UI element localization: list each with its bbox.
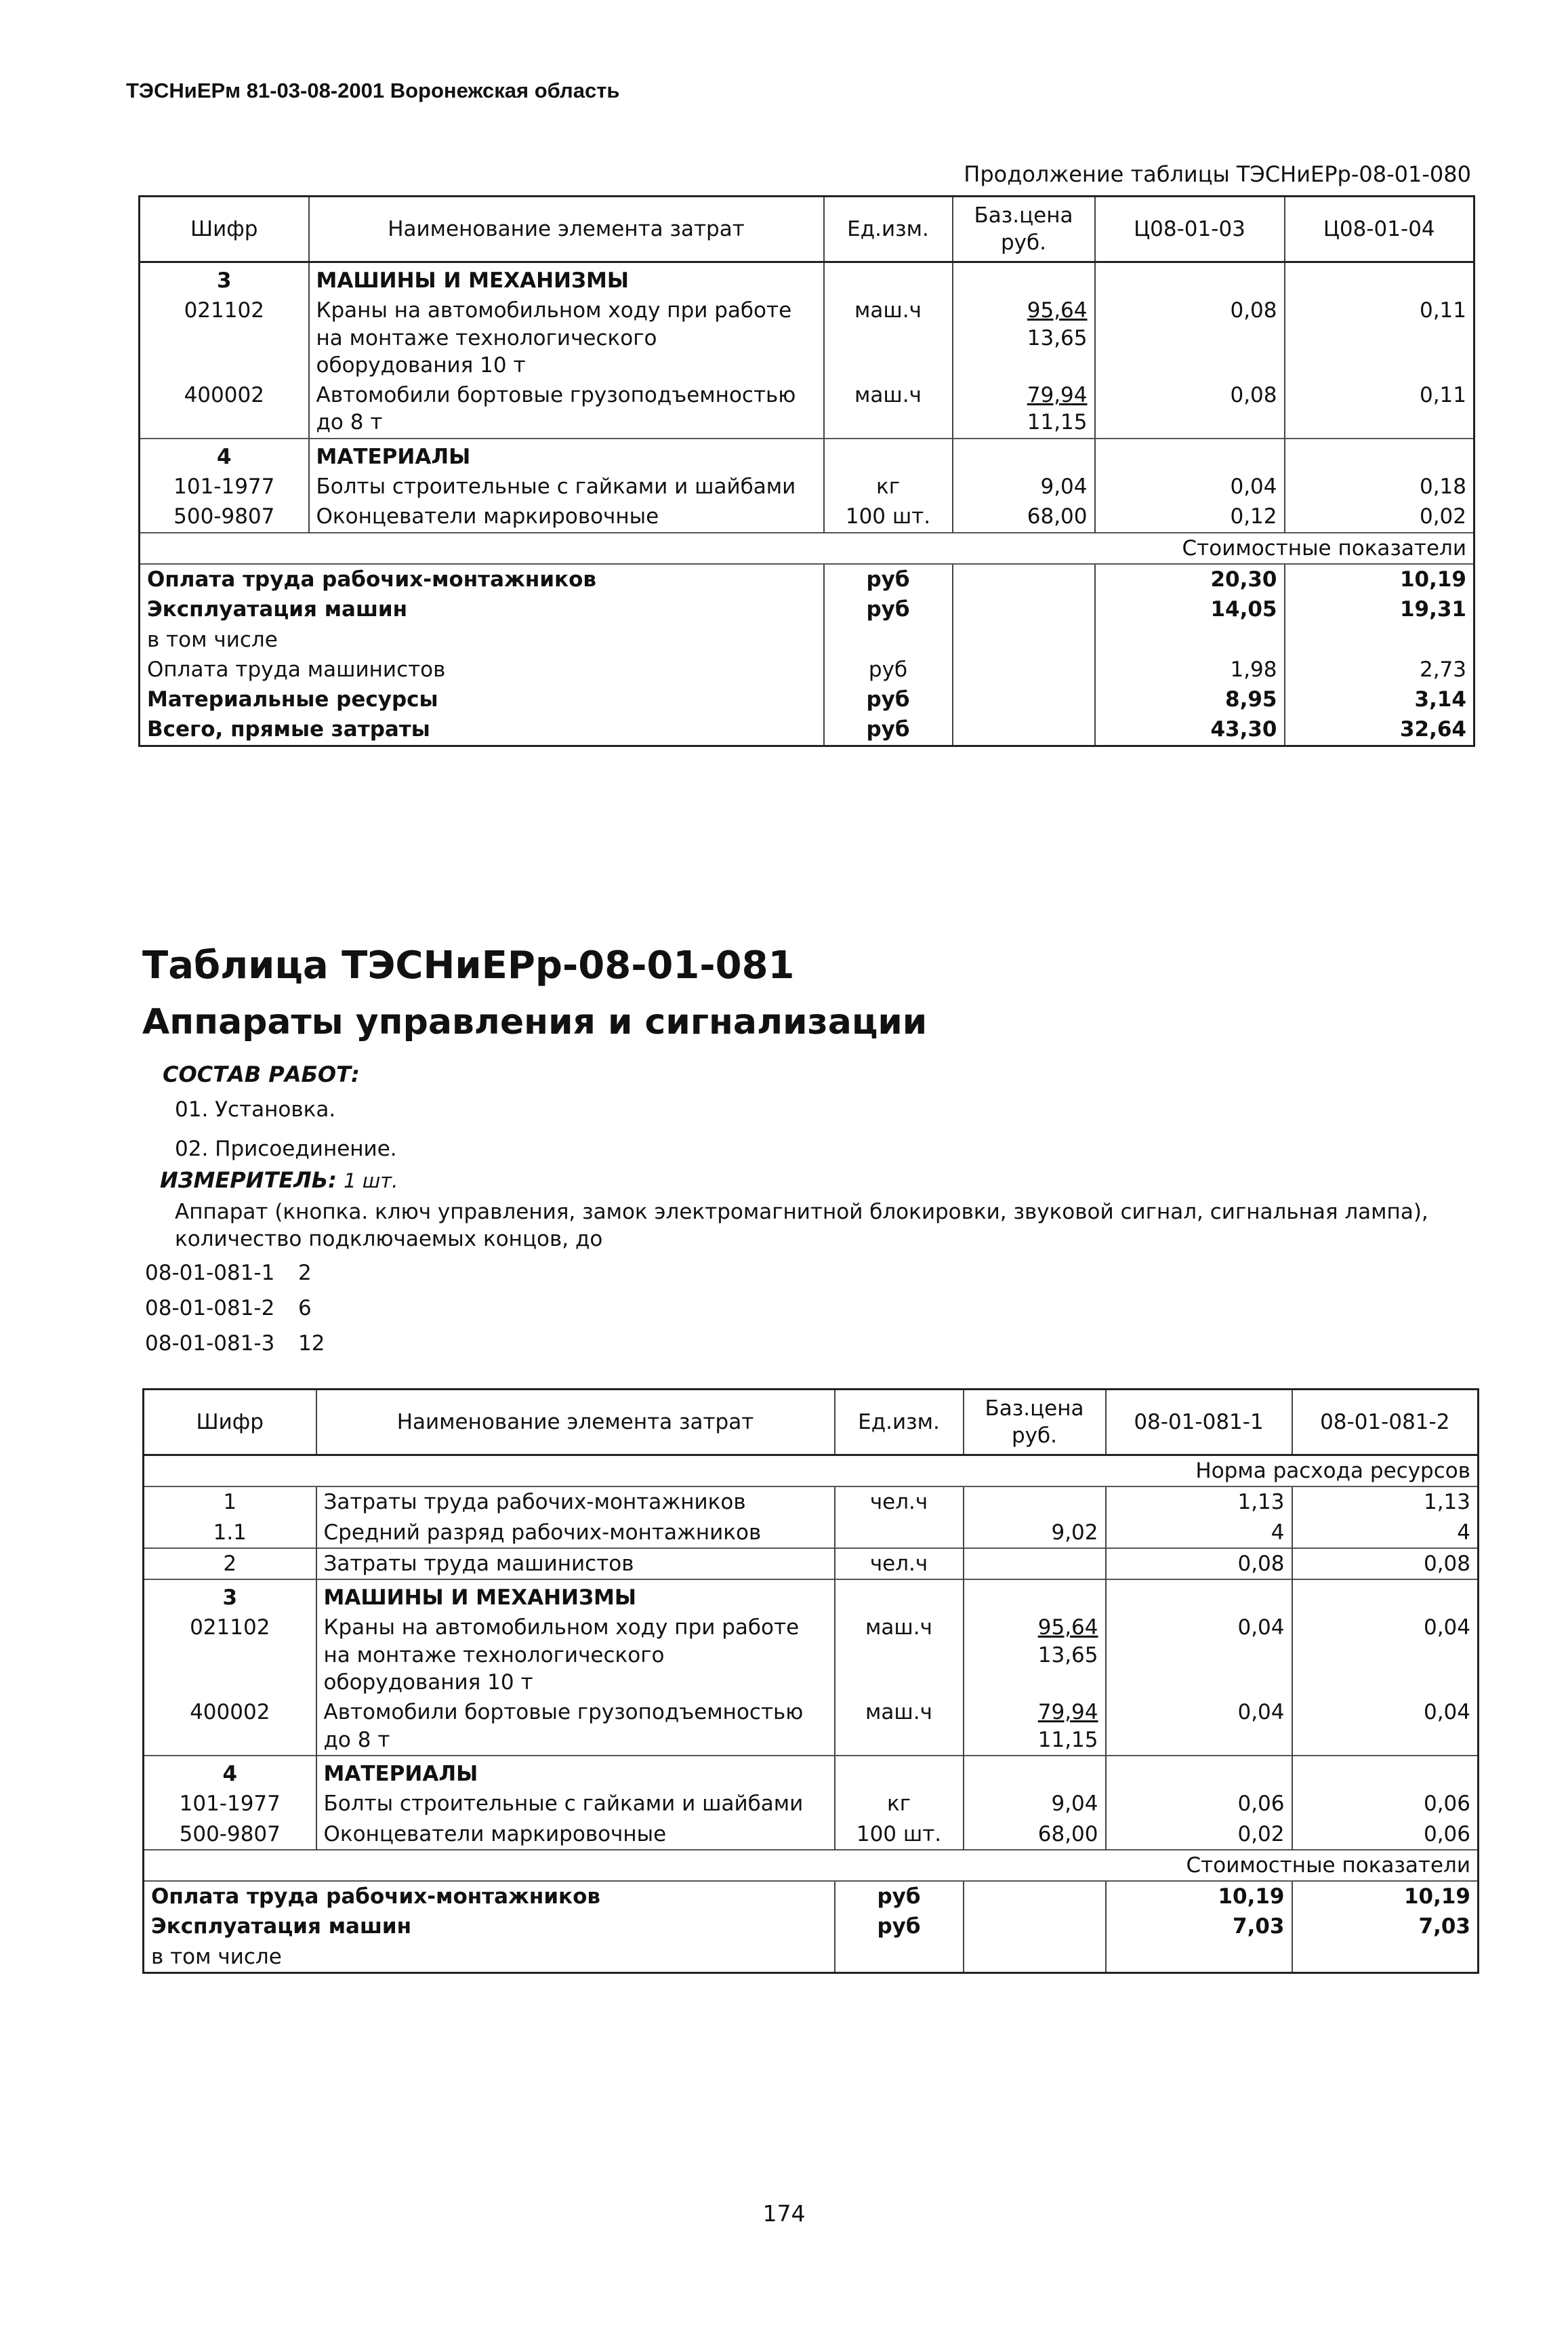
table1	[138, 195, 1475, 747]
price-cell	[953, 439, 1095, 472]
value-cell	[1095, 439, 1285, 472]
variant-item	[145, 1291, 325, 1326]
meter-label: ИЗМЕРИТЕЛЬ:	[160, 1167, 337, 1193]
table2	[142, 1388, 1479, 1974]
work-item: 02. Присоединение.	[175, 1137, 397, 1161]
table-row	[140, 296, 1474, 380]
value-cell: 4	[1106, 1518, 1292, 1548]
work-item: 01. Установка.	[175, 1097, 336, 1122]
price-cell	[953, 594, 1095, 624]
unit-cell	[824, 625, 953, 655]
table2-body	[144, 1455, 1479, 1973]
cost-row	[144, 1881, 1479, 1911]
resource-name: Краны на автомобильном ходу при работе на монтаже технологического оборудования 10 т	[309, 296, 824, 380]
resource-code: 400002	[144, 1697, 316, 1756]
subheader-label: Стоимостные показатели	[140, 533, 1474, 564]
table1-body	[140, 262, 1474, 746]
unit-cell: руб	[824, 655, 953, 685]
unit-cell: маш.ч	[824, 380, 953, 439]
unit-cell	[835, 1579, 964, 1613]
section-name: МАШИНЫ И МЕХАНИЗМЫ	[316, 1579, 835, 1613]
meter	[160, 1167, 398, 1193]
cost-row	[140, 714, 1474, 746]
price-cell	[964, 1756, 1106, 1789]
unit-cell	[835, 1942, 964, 1973]
value-cell	[1106, 1579, 1292, 1613]
resource-code: 101-1977	[140, 472, 309, 502]
price-cell	[964, 1881, 1106, 1911]
price-cell	[953, 655, 1095, 685]
price-cell	[964, 1486, 1106, 1517]
col-header-code: Шифр	[144, 1390, 316, 1455]
price-cell	[953, 296, 1095, 380]
unit-cell: руб	[824, 594, 953, 624]
table-row	[144, 1613, 1479, 1697]
table-row	[140, 472, 1474, 502]
value-cell: 10,19	[1106, 1881, 1292, 1911]
cost-name: Оплата труда машинистов	[140, 655, 824, 685]
value-cell: 20,30	[1095, 564, 1285, 594]
value-cell: 0,04	[1106, 1697, 1292, 1756]
price-cell	[964, 1579, 1106, 1613]
value-cell: 0,06	[1292, 1789, 1479, 1819]
unit-cell	[824, 439, 953, 472]
resource-code: 1.1	[144, 1518, 316, 1548]
resource-name: Оконцеватели маркировочные	[309, 502, 824, 532]
price-cell	[964, 1613, 1106, 1697]
cost-row	[140, 594, 1474, 624]
value-cell: 3,14	[1285, 685, 1474, 714]
unit-cell: руб	[835, 1881, 964, 1911]
cost-row	[140, 564, 1474, 594]
cost-name: Оплата труда рабочих-монтажников	[140, 564, 824, 594]
resource-name: Затраты труда рабочих-монтажников	[316, 1486, 835, 1517]
value-cell: 0,12	[1095, 502, 1285, 532]
cost-name: Всего, прямые затраты	[140, 714, 824, 746]
col-header-v2: 08-01-081-2	[1292, 1390, 1479, 1455]
price-cell	[953, 380, 1095, 439]
subheader-row	[140, 533, 1474, 564]
price-wage-value: 11,15	[1027, 410, 1088, 435]
value-cell: 0,04	[1095, 472, 1285, 502]
section-code: 3	[144, 1579, 316, 1613]
unit-cell: маш.ч	[835, 1697, 964, 1756]
resource-name: Автомобили бортовые грузоподъемностью до 8 т	[316, 1697, 835, 1756]
price-cell	[953, 262, 1095, 296]
value-cell: 8,95	[1095, 685, 1285, 714]
price-cell: 68,00	[964, 1819, 1106, 1850]
value-cell: 10,19	[1285, 564, 1474, 594]
variant-code: 08-01-081-2	[145, 1296, 275, 1320]
page-header: ТЭСНиЕРм 81-03-08-2001 Воронежская область	[126, 79, 620, 102]
price-value: 79,94	[1037, 1700, 1098, 1725]
price-value: 95,64	[1037, 1615, 1098, 1640]
value-cell: 0,08	[1095, 296, 1285, 380]
unit-cell: кг	[824, 472, 953, 502]
resource-name: Автомобили бортовые грузоподъемностью до 8 т	[309, 380, 824, 439]
cost-name: Эксплуатация машин	[144, 1911, 835, 1941]
value-cell: 7,03	[1292, 1911, 1479, 1941]
table-row	[144, 1697, 1479, 1756]
unit-cell	[824, 262, 953, 296]
unit-cell: руб	[824, 564, 953, 594]
unit-cell	[835, 1756, 964, 1789]
price-value: 79,94	[1027, 383, 1088, 408]
value-cell: 1,98	[1095, 655, 1285, 685]
value-cell	[1292, 1756, 1479, 1789]
price-cell	[953, 625, 1095, 655]
unit-cell: маш.ч	[835, 1613, 964, 1697]
price-cell	[964, 1548, 1106, 1579]
table-row	[144, 1819, 1479, 1850]
section-code: 3	[140, 262, 309, 296]
price-cell: 68,00	[953, 502, 1095, 532]
value-cell: 19,31	[1285, 594, 1474, 624]
unit-cell: 100 шт.	[835, 1819, 964, 1850]
value-cell: 0,04	[1292, 1613, 1479, 1697]
section-name: МАШИНЫ И МЕХАНИЗМЫ	[309, 262, 824, 296]
section-title: Таблица ТЭСНиЕРр-08-01-081	[142, 944, 795, 988]
page-number: 174	[762, 2200, 806, 2227]
resource-code: 021102	[144, 1613, 316, 1697]
value-cell: 0,08	[1095, 380, 1285, 439]
col-header-code: Шифр	[140, 197, 309, 262]
price-wage-value: 13,65	[1037, 1642, 1098, 1667]
variant-list	[145, 1255, 325, 1361]
value-cell: 0,08	[1106, 1548, 1292, 1579]
price-cell	[953, 685, 1095, 714]
price-cell: 9,04	[964, 1789, 1106, 1819]
unit-cell: чел.ч	[835, 1548, 964, 1579]
value-cell	[1095, 625, 1285, 655]
value-cell: 1,13	[1106, 1486, 1292, 1517]
value-cell: 0,11	[1285, 380, 1474, 439]
variant-value: 12	[298, 1331, 325, 1356]
resource-name: Средний разряд рабочих-монтажников	[316, 1518, 835, 1548]
work-composition-label: СОСТАВ РАБОТ:	[163, 1061, 360, 1087]
cost-name: Оплата труда рабочих-монтажников	[144, 1881, 835, 1911]
work-composition-list	[175, 1090, 397, 1169]
price-cell	[953, 564, 1095, 594]
cost-name: Эксплуатация машин	[140, 594, 824, 624]
section-code: 4	[140, 439, 309, 472]
section-row	[140, 262, 1474, 296]
section-code: 4	[144, 1756, 316, 1789]
price-wage-value: 13,65	[1027, 325, 1088, 350]
resource-code: 101-1977	[144, 1789, 316, 1819]
value-cell: 0,04	[1292, 1697, 1479, 1756]
value-cell: 1,13	[1292, 1486, 1479, 1517]
resource-code: 400002	[140, 380, 309, 439]
section-name: МАТЕРИАЛЫ	[309, 439, 824, 472]
value-cell: 4	[1292, 1518, 1479, 1548]
price-cell	[964, 1911, 1106, 1941]
cost-name: Материальные ресурсы	[140, 685, 824, 714]
price-cell	[964, 1942, 1106, 1973]
value-cell	[1285, 625, 1474, 655]
unit-cell: маш.ч	[824, 296, 953, 380]
value-cell: 14,05	[1095, 594, 1285, 624]
cost-row	[140, 655, 1474, 685]
table-row	[140, 502, 1474, 532]
col-header-v1: 08-01-081-1	[1106, 1390, 1292, 1455]
value-cell: 32,64	[1285, 714, 1474, 746]
unit-cell: чел.ч	[835, 1486, 964, 1517]
description: Аппарат (кнопка. ключ управления, замок электромагнитной блокировки, звуковой сигнал, сигнальная лампа), количество подключаемых концов, до	[175, 1200, 1428, 1251]
value-cell: 2,73	[1285, 655, 1474, 685]
price-cell: 9,02	[964, 1518, 1106, 1548]
price-cell	[964, 1697, 1106, 1756]
resource-code: 021102	[140, 296, 309, 380]
col-header-price: Баз.цена руб.	[964, 1390, 1106, 1455]
resource-name: Затраты труда машинистов	[316, 1548, 835, 1579]
col-header-unit: Ед.изм.	[835, 1390, 964, 1455]
section-subtitle: Аппараты управления и сигнализации	[142, 1002, 928, 1043]
unit-cell: руб	[835, 1911, 964, 1941]
variant-value: 2	[298, 1261, 312, 1285]
value-cell: 10,19	[1292, 1881, 1479, 1911]
subheader-label: Стоимостные показатели	[144, 1850, 1479, 1881]
value-cell	[1285, 262, 1474, 296]
unit-cell	[835, 1518, 964, 1548]
value-cell	[1292, 1942, 1479, 1973]
table-row	[144, 1486, 1479, 1517]
price-wage-value: 11,15	[1037, 1727, 1098, 1752]
cost-name: в том числе	[140, 625, 824, 655]
section-row	[144, 1756, 1479, 1789]
table2-header-row	[144, 1390, 1479, 1455]
variant-code: 08-01-081-3	[145, 1331, 275, 1356]
section-row	[140, 439, 1474, 472]
cost-row	[140, 685, 1474, 714]
col-header-unit: Ед.изм.	[824, 197, 953, 262]
resource-code: 1	[144, 1486, 316, 1517]
resource-code: 2	[144, 1548, 316, 1579]
cost-row	[144, 1911, 1479, 1941]
price-cell: 9,04	[953, 472, 1095, 502]
resource-code: 500-9807	[144, 1819, 316, 1850]
value-cell: 0,04	[1106, 1613, 1292, 1697]
resource-code: 500-9807	[140, 502, 309, 532]
value-cell: 0,06	[1106, 1789, 1292, 1819]
price-cell	[953, 714, 1095, 746]
value-cell	[1285, 439, 1474, 472]
col-header-name: Наименование элемента затрат	[316, 1390, 835, 1455]
variant-item	[145, 1326, 325, 1361]
table1-header-row	[140, 197, 1474, 262]
cost-row	[144, 1942, 1479, 1973]
table1-caption: Продолжение таблицы ТЭСНиЕРр-08-01-080	[964, 161, 1471, 187]
resource-name: Болты строительные с гайками и шайбами	[316, 1789, 835, 1819]
unit-cell: кг	[835, 1789, 964, 1819]
variant-code: 08-01-081-1	[145, 1261, 275, 1285]
unit-cell: 100 шт.	[824, 502, 953, 532]
col-header-v2: Ц08-01-04	[1285, 197, 1474, 262]
value-cell: 7,03	[1106, 1911, 1292, 1941]
table-row	[144, 1548, 1479, 1579]
value-cell	[1106, 1756, 1292, 1789]
col-header-v1: Ц08-01-03	[1095, 197, 1285, 262]
unit-cell: руб	[824, 714, 953, 746]
value-cell: 0,02	[1106, 1819, 1292, 1850]
subheader-label: Норма расхода ресурсов	[144, 1455, 1479, 1487]
value-cell: 0,11	[1285, 296, 1474, 380]
cost-name: в том числе	[144, 1942, 835, 1973]
meter-value: 1 шт.	[344, 1169, 398, 1192]
table-row	[144, 1518, 1479, 1548]
table-row	[140, 380, 1474, 439]
value-cell: 0,08	[1292, 1548, 1479, 1579]
subheader-row	[144, 1455, 1479, 1487]
value-cell: 0,18	[1285, 472, 1474, 502]
value-cell	[1095, 262, 1285, 296]
section-row	[144, 1579, 1479, 1613]
section-name: МАТЕРИАЛЫ	[316, 1756, 835, 1789]
variant-value: 6	[298, 1296, 312, 1320]
variant-item	[145, 1255, 325, 1291]
col-header-price: Баз.цена руб.	[953, 197, 1095, 262]
resource-name: Болты строительные с гайками и шайбами	[309, 472, 824, 502]
resource-name: Краны на автомобильном ходу при работе на монтаже технологического оборудования 10 т	[316, 1613, 835, 1697]
value-cell	[1106, 1942, 1292, 1973]
unit-cell: руб	[824, 685, 953, 714]
subheader-row	[144, 1850, 1479, 1881]
price-value: 95,64	[1027, 298, 1088, 323]
value-cell: 43,30	[1095, 714, 1285, 746]
table-row	[144, 1789, 1479, 1819]
resource-name: Оконцеватели маркировочные	[316, 1819, 835, 1850]
cost-row	[140, 625, 1474, 655]
value-cell: 0,06	[1292, 1819, 1479, 1850]
value-cell	[1292, 1579, 1479, 1613]
value-cell: 0,02	[1285, 502, 1474, 532]
col-header-name: Наименование элемента затрат	[309, 197, 824, 262]
